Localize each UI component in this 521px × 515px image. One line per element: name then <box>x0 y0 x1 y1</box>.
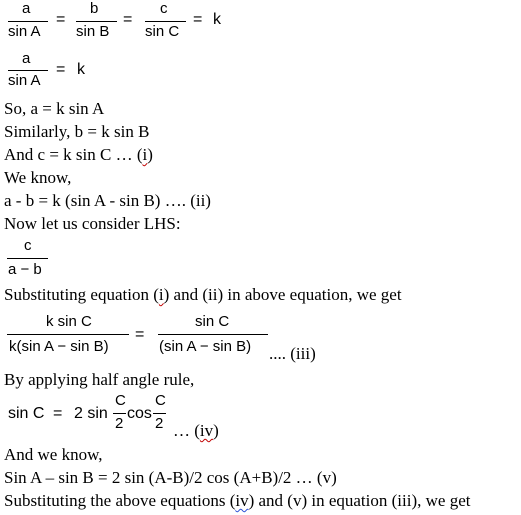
eq3-numerator-k-sin-c: k sin C <box>46 313 92 330</box>
lhs-denominator-a-minus-b: a − b <box>8 261 42 278</box>
spellcheck-mark-i-2: i <box>158 285 164 304</box>
eq3-tag-iii: .... (iii) <box>269 344 316 363</box>
eq4-cos: cos <box>127 405 152 422</box>
text-line-half-angle-rule: By applying half angle rule, <box>4 370 195 389</box>
eq4-tag-iv: … (iv) <box>173 421 219 440</box>
text-line-we-know: We know, <box>4 168 72 187</box>
text-line-substituting-iv-v: Substituting the above equations (iv) and (v) in equation (iii), we get <box>4 491 471 510</box>
eq1-fraction-bar-3 <box>145 21 186 22</box>
eq1-denominator-sin-a: sin A <box>8 23 41 40</box>
eq3-fraction-bar-2 <box>158 334 268 335</box>
eq3-denominator-sin-diff: (sin A − sin B) <box>159 338 252 355</box>
eq1-rhs-k: k <box>213 11 221 28</box>
text-line-so-a: So, a = k sin A <box>4 99 105 118</box>
eq3-fraction-bar-1 <box>7 334 129 335</box>
eq1-denominator-sin-c: sin C <box>145 23 180 40</box>
eq2-numerator-a: a <box>22 50 31 67</box>
text-line-and-c: And c = k sin C … (i) <box>4 145 153 164</box>
spellcheck-mark-iv-2: iv <box>235 491 249 510</box>
eq1-numerator-b: b <box>90 0 99 17</box>
eq2-equals: = <box>56 61 66 78</box>
text-line-and-we-know: And we know, <box>4 445 103 464</box>
eq4-frac1-denominator-2: 2 <box>115 415 124 432</box>
spellcheck-mark-iv: iv <box>199 421 214 440</box>
lhs-numerator-c: c <box>24 237 32 254</box>
text-line-substituting-i-ii: Substituting equation (i) and (ii) in above equation, we get <box>4 285 402 304</box>
eq4-frac2-numerator-c: C <box>155 392 166 409</box>
eq3-equals: = <box>135 326 145 343</box>
eq2-rhs-k: k <box>77 61 85 78</box>
eq2-denominator-sin-a: sin A <box>8 72 41 89</box>
text-line-sin-difference: Sin A – sin B = 2 sin (A-B)/2 cos (A+B)/2 … (v) <box>4 468 337 487</box>
eq1-equals-2: = <box>123 11 133 28</box>
lhs-fraction-bar <box>7 258 48 259</box>
eq1-fraction-bar-1 <box>8 21 48 22</box>
eq4-fraction-bar-1 <box>113 413 126 414</box>
eq1-denominator-sin-b: sin B <box>76 23 110 40</box>
text-line-consider-lhs: Now let us consider LHS: <box>4 214 181 233</box>
eq3-numerator-sin-c: sin C <box>195 313 230 330</box>
eq4-fraction-bar-2 <box>153 413 166 414</box>
eq2-fraction-bar <box>8 70 48 71</box>
eq4-two-sin: 2 sin <box>74 405 108 422</box>
spellcheck-mark-i: i <box>142 145 148 164</box>
eq4-frac2-denominator-2: 2 <box>155 415 164 432</box>
text-line-a-minus-b: a - b = k (sin A - sin B) …. (ii) <box>4 191 211 210</box>
eq1-equals-3: = <box>193 11 203 28</box>
eq3-denominator-k-sin-diff: k(sin A − sin B) <box>9 338 109 355</box>
eq1-numerator-a: a <box>22 0 31 17</box>
eq1-numerator-c: c <box>160 0 168 17</box>
eq4-lhs-sin-c: sin C <box>8 405 45 422</box>
eq1-fraction-bar-2 <box>76 21 117 22</box>
eq4-frac1-numerator-c: C <box>115 392 126 409</box>
eq1-equals-1: = <box>56 11 66 28</box>
eq4-equals: = <box>53 405 63 422</box>
text-line-similarly-b: Similarly, b = k sin B <box>4 122 150 141</box>
